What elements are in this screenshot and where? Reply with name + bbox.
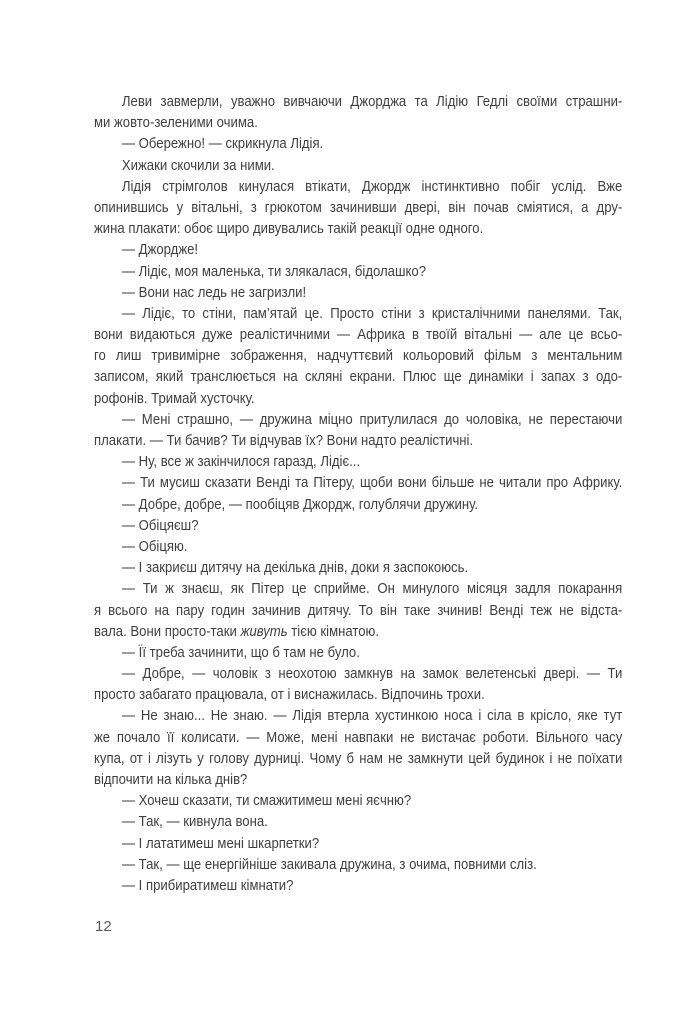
text-line: — Добре, добре, — пообіцяв Джордж, голублячи дружину. (121, 496, 479, 513)
text-line: — Мені страшно, — дружина міцно притулилася до чоловіка, не перестаючи (121, 411, 623, 428)
text-segment: тією кімнатою. (287, 623, 380, 640)
text-line: ми жовто-зеленими очима. (94, 115, 258, 132)
text-line: — І прибиратимеш кімнати? (121, 877, 294, 894)
text-line: — Не знаю... Не знаю. — Лідія втерла хустинкою носа і сіла в крісло, яке тут (121, 708, 623, 725)
text-line: записом, який транслюється на скляні екрани. Плюс ще динаміки і запах з одо- (94, 369, 623, 386)
text-line: Хижаки скочили за ними. (121, 157, 275, 174)
text-line: — Джордже! (121, 242, 199, 259)
text-line: Леви завмерли, уважно вивчаючи Джорджа та Лідію Гедлі своїми страшни- (121, 94, 623, 110)
text-line: — Лідіє, то стіни, пам’ятай це. Просто стіни з кристалічними панелями. Так, (121, 305, 623, 322)
text-line: — Її треба зачинити, що б там не було. (121, 644, 360, 661)
text-line: — Так, — кивнула вона. (121, 814, 268, 831)
text-line: — Так, — ще енергійніше закивала дружина, з очима, повними сліз. (121, 856, 537, 873)
text-line: рофонів. Тримай хусточку. (94, 390, 255, 407)
text-line: — Лідіє, моя маленька, ти злякалася, бідолашко? (121, 263, 427, 280)
text-line: я всього на пару годин зачинив дитячу. То він таке зчинив! Венді теж не відста- (94, 602, 623, 619)
text-line: — Ну, все ж закінчилося гаразд, Лідіє... (121, 454, 361, 471)
text-line: опинившись у вітальні, з грюкотом зачинивши двері, він почав сміятися, а дру- (94, 199, 623, 216)
text-line: же почало її колисати. — Може, мені навпаки не вистачає роботи. Вільного часу (94, 729, 623, 746)
page-text (94, 92, 622, 897)
text-line: — Ти мусиш сказати Венді та Пітеру, щоби вони більше не читали про Африку. (121, 475, 623, 492)
text-line: — І лататимеш мені шкарпетки? (121, 835, 320, 852)
italic-word: живуть (240, 623, 288, 640)
text-line: — Вони нас ледь не загризли! (121, 284, 307, 301)
text-line: — Обіцяю. (121, 538, 188, 555)
text-line: — Хочеш сказати, ти смажитимеш мені яєчню? (121, 793, 412, 810)
text-line: — І закриєш дитячу на декілька днів, доки я заспокоюсь. (121, 560, 469, 577)
text-line: го лиш тривимірне зображення, надчуттєвий кольоровий фільм з ментальним (94, 348, 623, 365)
text-line: відпочити на кілька днів? (94, 772, 248, 788)
text-line: жина плакати: обоє щиро дивувались такій реакції одне одного. (94, 221, 484, 238)
text-line: — Обіцяєш? (121, 517, 199, 534)
text-line (94, 622, 622, 643)
text-line: — Обережно! — скрикнула Лідія. (121, 136, 324, 153)
text-line: — Добре, — чоловік з неохотою замкнув на замок велетенські двері. — Ти (121, 666, 623, 683)
text-line: — Ти ж знаєш, як Пітер це сприйме. Он минулого місяця задля покарання (121, 581, 623, 598)
text-line: Лідія стрімголов кинулася втікати, Джордж інстинктивно побіг услід. Вже (121, 178, 623, 195)
page-number: 12 (95, 918, 112, 935)
text-segment: вала. Вони просто-таки (94, 623, 241, 640)
text-line: вони видаються дуже реалістичними — Африка в твоїй вітальні — але це всьо- (94, 327, 623, 344)
text-line: плакати. — Ти бачив? Ти відчував їх? Вони надто реалістичні. (94, 433, 474, 449)
text-line: купа, от і лізуть у голову дурниці. Чому б нам не замкнути цей будинок і не поїхати (94, 750, 623, 767)
text-line: просто забагато працювала, от і виснажилась. Відпочинь трохи. (94, 687, 485, 704)
